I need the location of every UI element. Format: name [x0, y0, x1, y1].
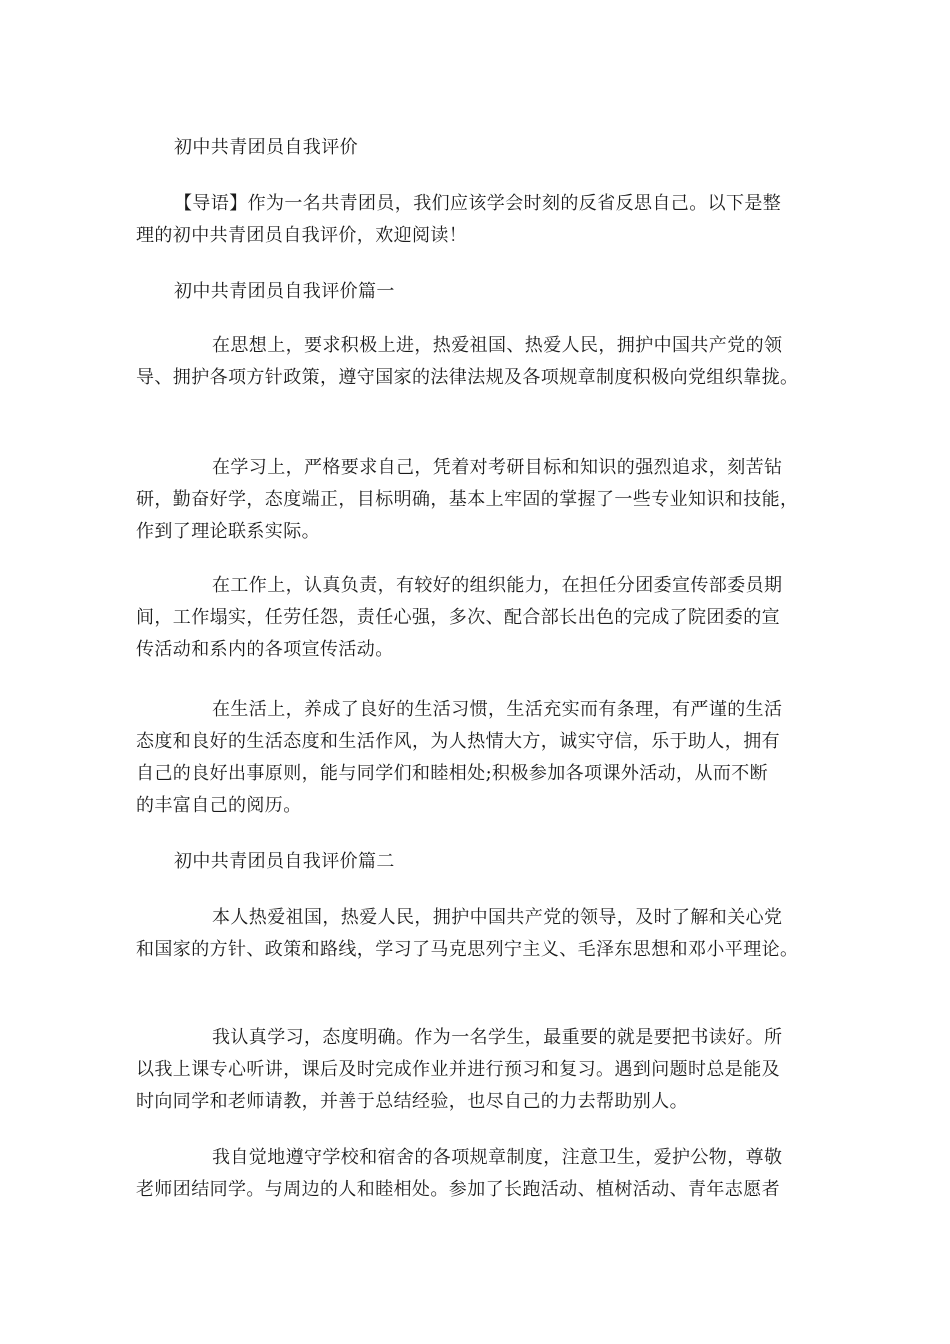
intro-line: 理的初中共青团员自我评价，欢迎阅读！ [136, 225, 468, 246]
paragraph-line: 在生活上，养成了良好的生活习惯，生活充实而有条理，有严谨的生活 [212, 699, 783, 720]
paragraph-line: 自己的良好出事原则，能与同学们和睦相处;积极参加各项课外活动，从而不断 [136, 763, 769, 784]
section1-paragraph-3 [136, 570, 816, 666]
paragraph-line: 在工作上，认真负责，有较好的组织能力，在担任分团委宣传部委员期 [212, 575, 783, 596]
intro-line: 【导语】作为一名共青团员，我们应该学会时刻的反省反思自己。以下是整 [174, 193, 782, 214]
paragraph-line: 间，工作塌实，任劳任怨，责任心强，多次、配合部长出色的完成了院团委的宣 [136, 607, 780, 628]
document-title [136, 132, 816, 164]
paragraph-line: 作到了理论联系实际。 [136, 521, 320, 542]
paragraph-line: 在思想上，要求积极上进，热爱祖国、热爱人民，拥护中国共产党的领 [212, 335, 783, 356]
section1-heading-text: 初中共青团员自我评价篇一 [174, 281, 395, 302]
paragraph-line: 在学习上，严格要求自己，凭着对考研目标和知识的强烈追求，刻苦钻 [212, 457, 783, 478]
section2-paragraph-2 [136, 1022, 816, 1118]
paragraph-line: 我自觉地遵守学校和宿舍的各项规章制度，注意卫生，爱护公物，尊敬 [212, 1147, 783, 1168]
intro-paragraph [136, 188, 816, 252]
paragraph-line: 以我上课专心听讲，课后及时完成作业并进行预习和复习。遇到问题时总是能及 [136, 1059, 780, 1080]
section1-heading [136, 276, 816, 308]
section2-paragraph-1 [136, 902, 816, 966]
section2-heading-text: 初中共青团员自我评价篇二 [174, 851, 395, 872]
paragraph-line: 导、拥护各项方针政策，遵守国家的法律法规及各项规章制度积极向党组织靠拢。 [136, 367, 799, 388]
paragraph-line: 传活动和系内的各项宣传活动。 [136, 639, 394, 660]
paragraph-line: 本人热爱祖国，热爱人民，拥护中国共产党的领导，及时了解和关心党 [212, 907, 783, 928]
paragraph-line: 的丰富自己的阅历。 [136, 795, 302, 816]
section1-paragraph-1 [136, 330, 816, 394]
paragraph-line: 和国家的方针、政策和路线，学习了马克思列宁主义、毛泽东思想和邓小平理论。 [136, 939, 799, 960]
paragraph-line: 我认真学习，态度明确。作为一名学生，最重要的就是要把书读好。所 [212, 1027, 783, 1048]
section1-paragraph-2 [136, 452, 816, 548]
paragraph-line: 研，勤奋好学，态度端正，目标明确，基本上牢固的掌握了一些专业知识和技能， [136, 489, 799, 510]
section2-heading [136, 846, 816, 878]
document-title-text: 初中共青团员自我评价 [174, 137, 358, 158]
section2-paragraph-3 [136, 1142, 816, 1206]
paragraph-line: 时向同学和老师请教，并善于总结经验，也尽自己的力去帮助别人。 [136, 1091, 688, 1112]
paragraph-line: 态度和良好的生活态度和生活作风，为人热情大方，诚实守信，乐于助人，拥有 [136, 731, 780, 752]
section1-paragraph-4 [136, 694, 816, 822]
paragraph-line: 老师团结同学。与周边的人和睦相处。参加了长跑活动、植树活动、青年志愿者 [136, 1179, 780, 1200]
